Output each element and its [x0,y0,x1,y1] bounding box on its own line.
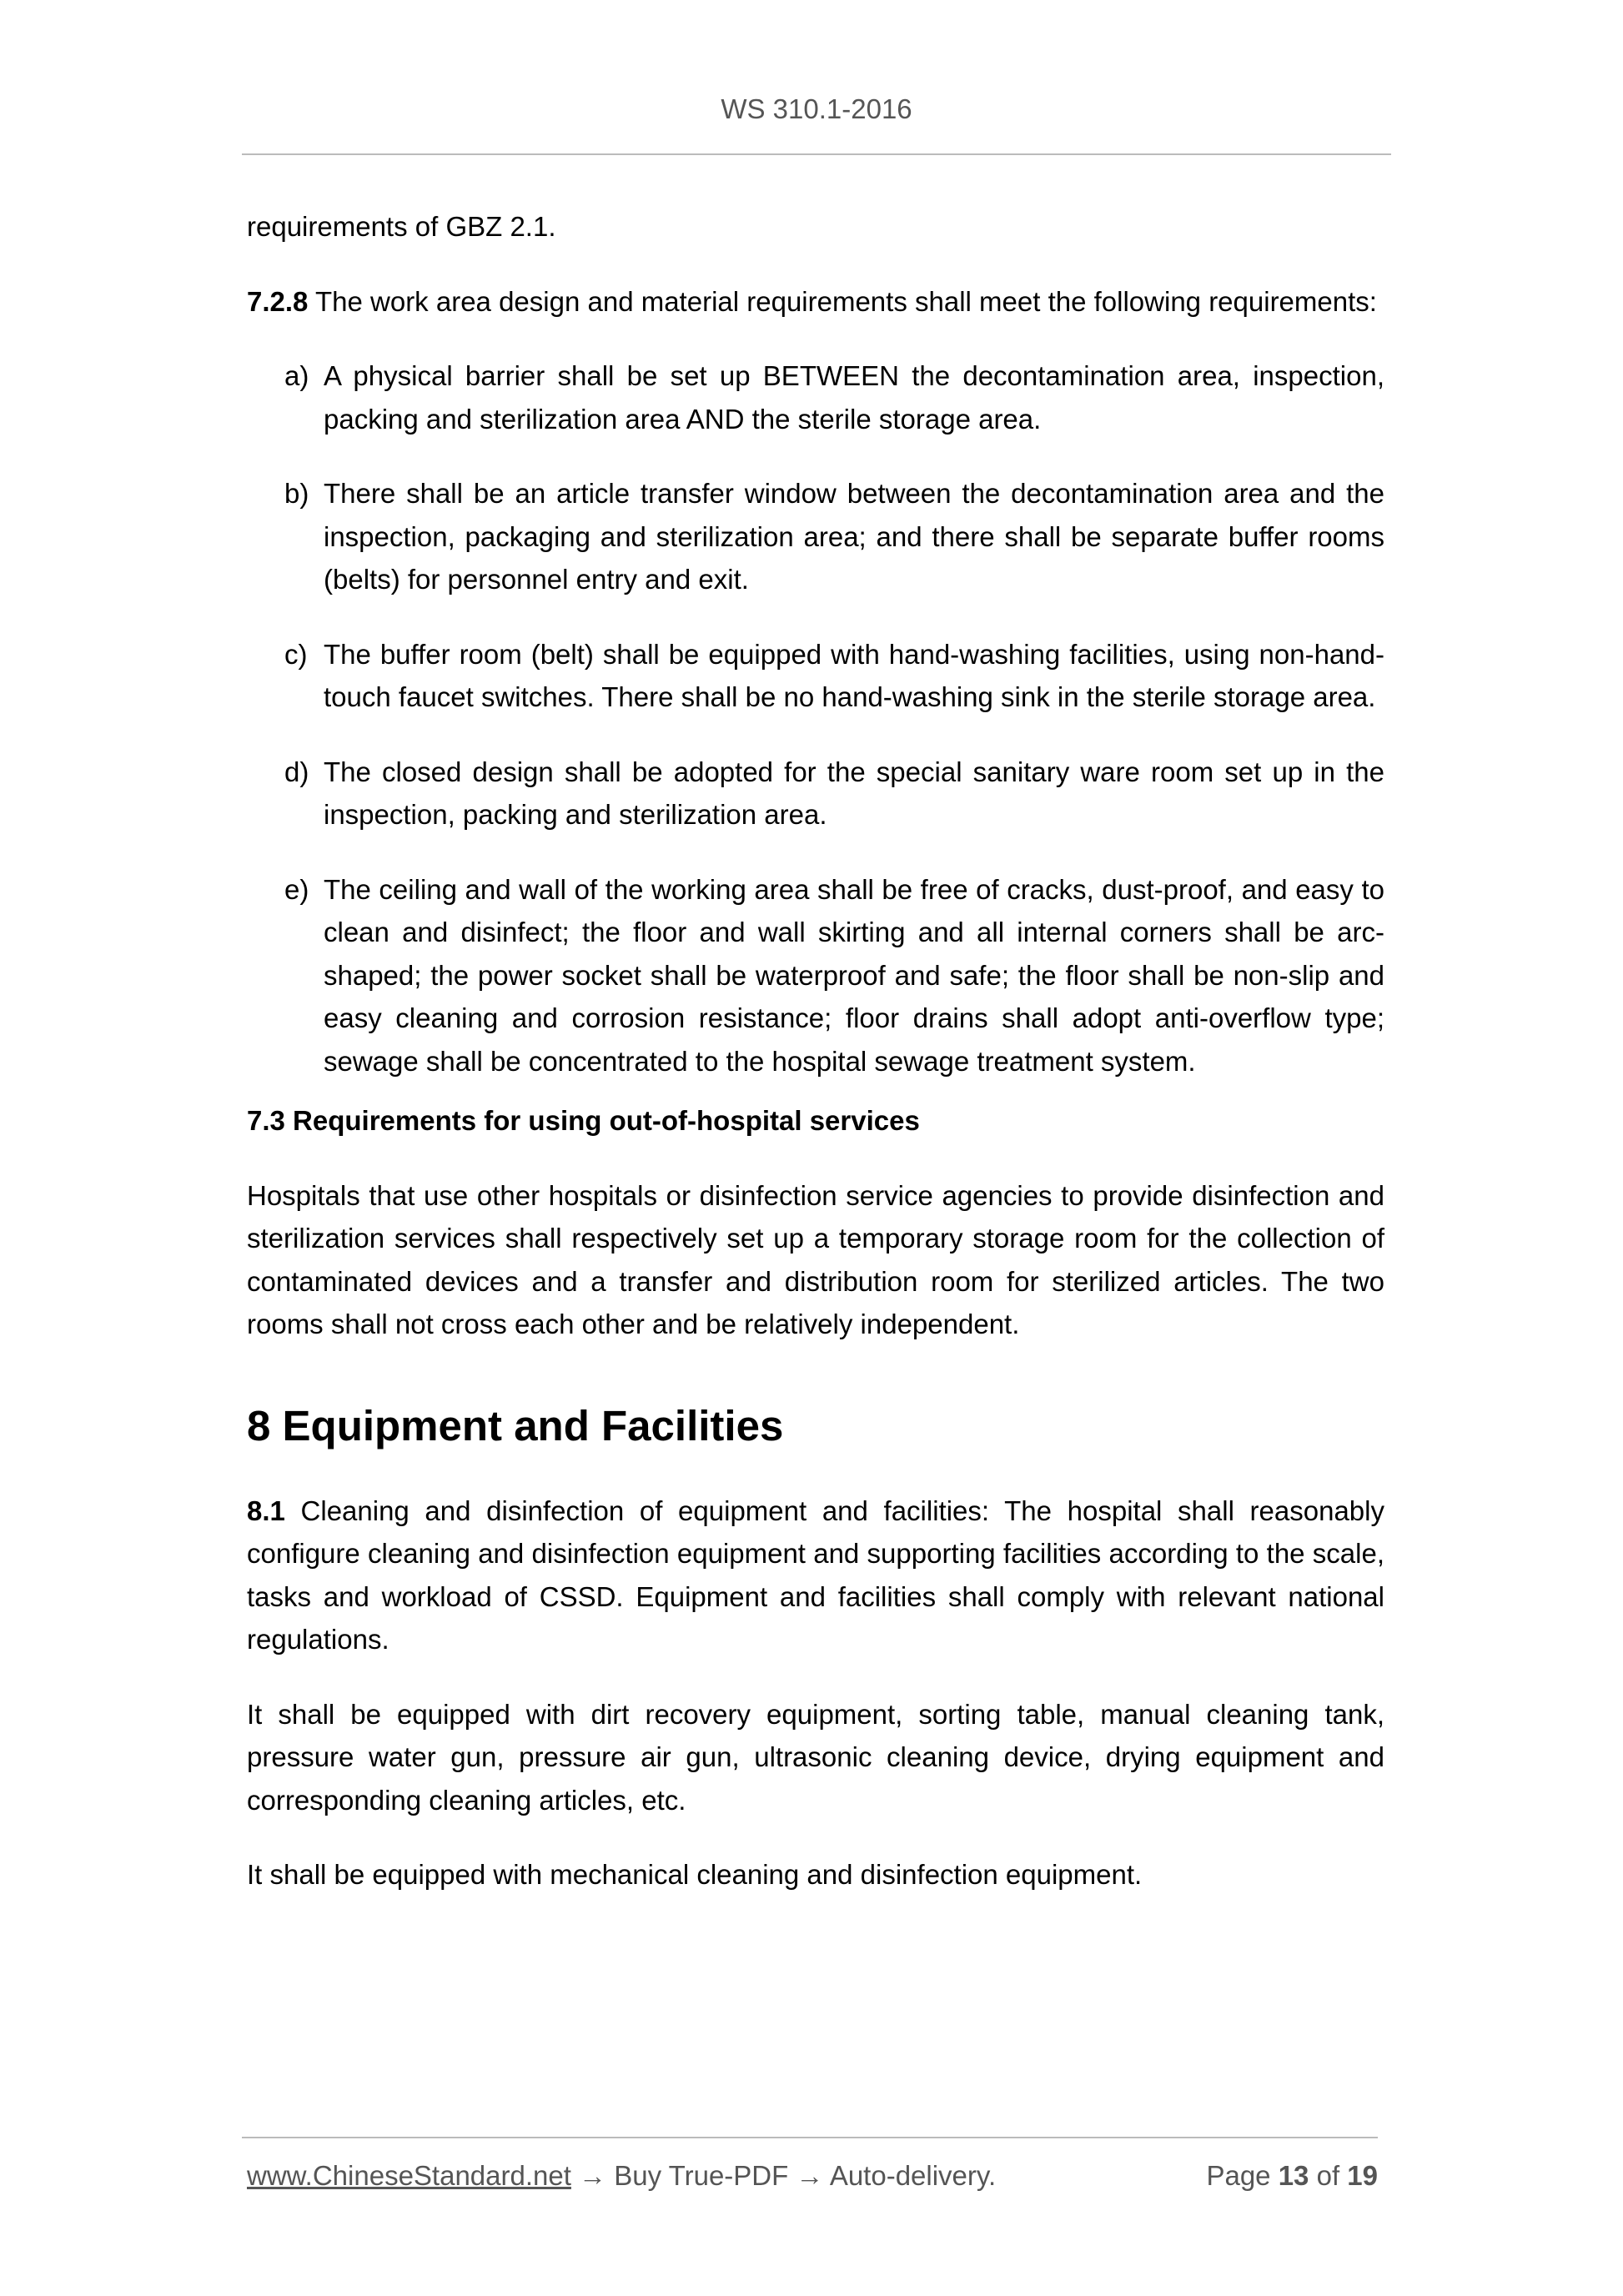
clause-number: 8.1 [247,1495,285,1526]
chinese-standard-link[interactable]: www.ChineseStandard.net [247,2160,571,2191]
page-total: 19 [1347,2160,1378,2191]
list-item-text: A physical barrier shall be set up BETWEEN the decontamination area, inspection, packing and sterilization area AND the sterile storage area. [324,360,1384,435]
footer-promo-text: → Buy True-PDF → Auto-delivery. [570,2160,997,2191]
equipment-paragraph-3: It shall be equipped with mechanical cleaning and disinfection equipment. [247,1859,1143,1890]
clause-7-3-text: Hospitals that use other hospitals or disinfection service agencies to provide disinfection and sterilization services shall respectively set up a temporary storage room for the collection of contaminated devices and a transfer and distribution room for sterilized articles. The two rooms shall not cross each other and be relatively independent. [247,1179,1384,1339]
footer-promo [247,2160,996,2192]
page-label: Page [1206,2160,1279,2191]
list-item-text: The buffer room (belt) shall be equipped with hand-washing facilities, using non-hand-touch faucet switches. There shall be no hand-washing sink in the sterile storage area. [324,638,1384,712]
list-item-text: The closed design shall be adopted for the special sanitary ware room set up in the inspection, packing and sterilization area. [324,756,1384,830]
continuation-text: requirements of GBZ 2.1. [247,211,556,242]
list-item-c [284,633,1384,719]
clause-number: 7.2.8 [247,285,309,317]
page-content [247,205,1384,1897]
page-number [1206,2160,1378,2192]
document-code-header: WS 310.1-2016 [721,93,912,124]
list-item-e [284,868,1384,1083]
page-of-label: of [1309,2160,1348,2191]
clause-7-2-8 [247,280,1384,324]
equipment-paragraph-2: It shall be equipped with dirt recovery equipment, sorting table, manual cleaning tank, pressure water gun, pressure air gun, ultrasonic cleaning device, drying equipment and corresponding cleaning articles, etc. [247,1698,1384,1816]
list-item-label: b) [284,478,309,509]
clause-8-1 [247,1490,1384,1661]
page-current: 13 [1278,2160,1309,2191]
list-item-a [284,354,1384,440]
header-divider [242,153,1391,155]
list-item-label: d) [284,756,309,787]
list-item-text: There shall be an article transfer window between the decontamination area and the inspection, packaging and sterilization area; and there shall be separate buffer rooms (belts) for personnel entry and exit. [324,478,1384,595]
footer-divider [242,2137,1378,2138]
clause-text: The work area design and material requirements shall meet the following requirements: [308,285,1377,317]
list-item-text: The ceiling and wall of the working area shall be free of cracks, dust-proof, and easy to clean and disinfect; the floor and wall skirting and all internal corners shall be arc-shaped; the power socket shall be waterproof and safe; the floor shall be non-slip and easy cleaning and corrosion resistance; floor drains shall adopt anti-overflow type; sewage shall be concentrated to the hospital sewage treatment system. [324,873,1384,1077]
section-8-heading: 8 Equipment and Facilities [247,1401,784,1449]
list-item-b [284,472,1384,601]
list-item-label: e) [284,873,309,905]
list-item-label: a) [284,360,309,391]
list-item-d [284,751,1384,837]
clause-text: Cleaning and disinfection of equipment and facilities: The hospital shall reasonably configure cleaning and disinfection equipment and supporting facilities according to the scale, tasks and workload of CSSD. Equipment and facilities shall comply with relevant national regulations. [247,1495,1384,1655]
list-item-label: c) [284,638,308,670]
clause-7-3-heading: 7.3 Requirements for using out-of-hospital services [247,1105,920,1136]
